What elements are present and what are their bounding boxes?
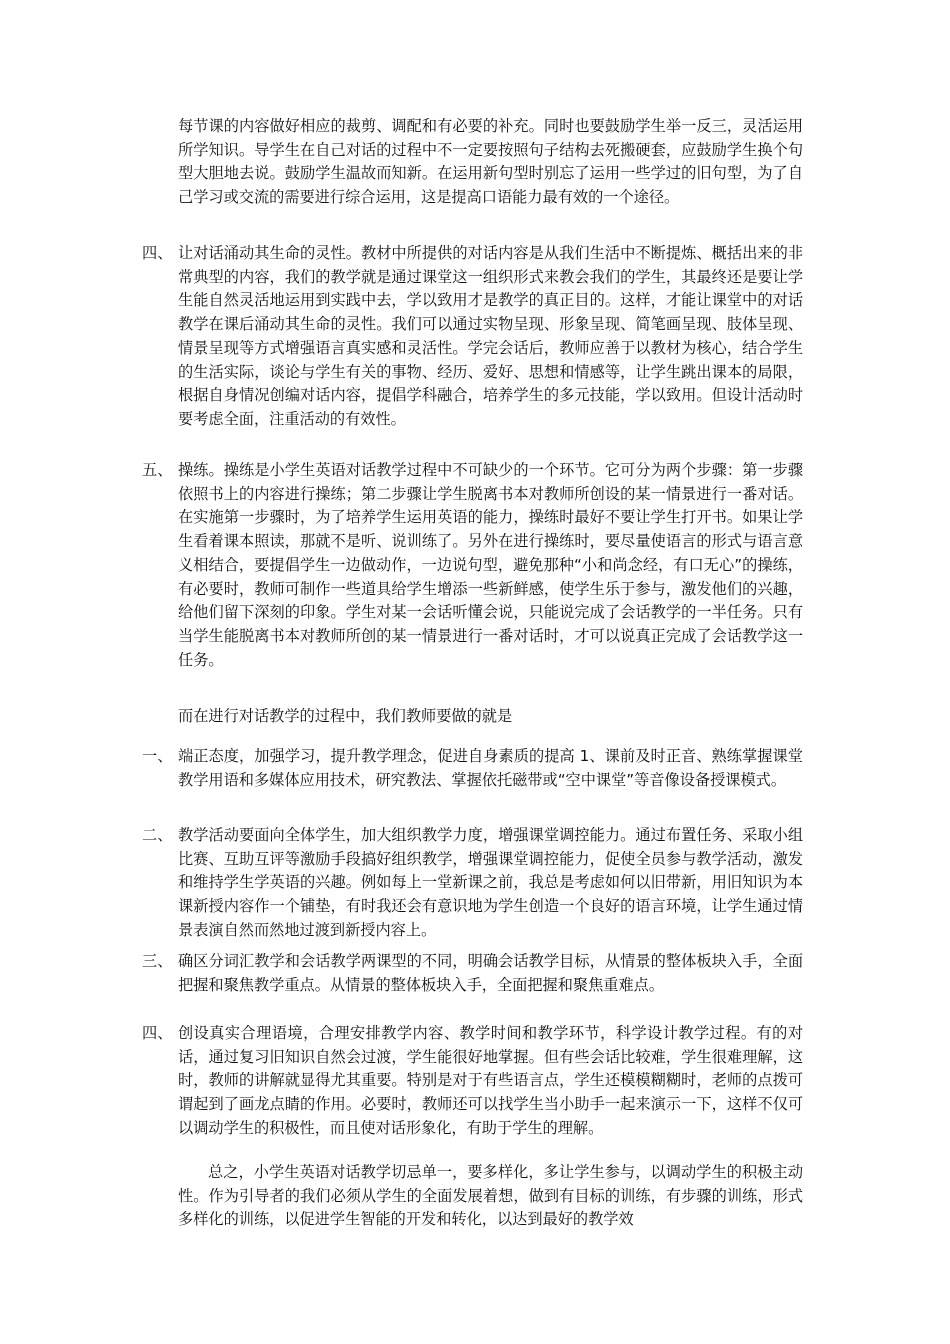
- intro-paragraph: 而在进行对话教学的过程中，我们教师要做的就是: [178, 707, 513, 725]
- list-marker: 三、: [142, 952, 173, 970]
- list-item-b1: [142, 745, 803, 792]
- list-marker: 一、: [142, 747, 173, 765]
- list-marker: 二、: [142, 826, 173, 844]
- list-marker: 四、: [142, 1024, 173, 1042]
- list-item-b2: [142, 824, 803, 943]
- list-item-text: 确区分词汇教学和会话教学两课型的不同，明确会话教学目标，从情景的整体板块入手，全面把握和聚焦教学重点。从情景的整体板块入手，全面把握和聚焦重难点。: [178, 952, 803, 994]
- list-item-a2: [142, 459, 803, 672]
- list-item-b3: [142, 950, 803, 997]
- list-item-text: 操练。操练是小学生英语对话教学过程中不可缺少的一个环节。它可分为两个步骤：第一步骤依照书上的内容进行操练；第二步骤让学生脱离书本对教师所创设的某一情景进行一番对话。在实施第一步骤时，为了培养学生运用英语的能力，操练时最好不要让学生打开书。如果让学生看着课本照读，那就不是听、说训练了。另外在进行操练时，要尽量使语言的形式与语言意义相结合，要提倡学生一边做动作，一边说句型，避免那种“小和尚念经，有口无心”的操练，有必要时，教师可制作一些道具给学生增添一些新鲜感，使学生乐于参与，激发他们的兴趣，给他们留下深刻的印象。学生对某一会话听懂会说，只能说完成了会话教学的一半任务。只有当学生能脱离书本对教师所创的某一情景进行一番对话时，才可以说真正完成了会话教学这一任务。: [178, 461, 803, 669]
- list-item-text: 端正态度，加强学习，提升教学理念，促进自身素质的提高 1、课前及时正音、熟练掌握课堂教学用语和多媒体应用技术，研究教法、掌握依托磁带或“空中课堂”等音像设备授课模式。: [178, 747, 803, 789]
- list-item-b4: [142, 1022, 803, 1141]
- list-marker: 五、: [142, 461, 173, 479]
- list-item-text: 教学活动要面向全体学生，加大组织教学力度，增强课堂调控能力。通过布置任务、采取小组比赛、互助互评等激励手段搞好组织教学，增强课堂调控能力，促使全员参与教学活动，激发和维持学生学英语的兴趣。例如每上一堂新课之前，我总是考虑如何以旧带新，用旧知识为本课新授内容作一个铺垫，有时我还会有意识地为学生创造一个良好的语言环境，让学生通过情景表演自然而然地过渡到新授内容上。: [178, 826, 803, 939]
- list-item-a1: [142, 242, 803, 432]
- list-item-text: 创设真实合理语境，合理安排教学内容、教学时间和教学环节，科学设计教学过程。有的对话，通过复习旧知识自然会过渡，学生能很好地掌握。但有些会话比较难，学生很难理解，这时，教师的讲解就显得尤其重要。特别是对于有些语言点，学生还模模糊糊时，老师的点拨可谓起到了画龙点睛的作用。必要时，教师还可以找学生当小助手一起来演示一下，这样不仅可以调动学生的积极性，而且使对话形象化，有助于学生的理解。: [178, 1024, 803, 1137]
- continuation-paragraph: 每节课的内容做好相应的裁剪、调配和有必要的补充。同时也要鼓励学生举一反三，灵活运用所学知识。导学生在自己对话的过程中不一定要按照句子结构去死搬硬套，应鼓励学生换个句型大胆地去说。鼓励学生温故而知新。在运用新句型时别忘了运用一些学过的旧句型，为了自己学习或交流的需要进行综合运用，这是提高口语能力最有效的一个途径。: [178, 117, 803, 207]
- list-item-text: 让对话涌动其生命的灵性。教材中所提供的对话内容是从我们生活中不断提炼、概括出来的非常典型的内容，我们的教学就是通过课堂这一组织形式来教会我们的学生，其最终还是要让学生能自然灵活地运用到实践中去，学以致用才是教学的真正目的。这样，才能让课堂中的对话教学在课后涌动其生命的灵性。我们可以通过实物呈现、形象呈现、简笔画呈现、肢体呈现、情景呈现等方式增强语言真实感和灵活性。学完会话后，教师应善于以教材为核心，结合学生的生活实际，谈论与学生有关的事物、经历、爱好、思想和情感等，让学生跳出课本的局限，根据自身情况创编对话内容，提倡学科融合，培养学生的多元技能，学以致用。但设计活动时要考虑全面，注重活动的有效性。: [178, 244, 803, 428]
- conclusion-paragraph: 总之，小学生英语对话教学切忌单一，要多样化，多让学生参与，以调动学生的积极主动性。作为引导者的我们必须从学生的全面发展着想，做到有目标的训练，有步骤的训练，形式多样化的训练，以促进学生智能的开发和转化，以达到最好的教学效: [178, 1163, 803, 1229]
- list-marker: 四、: [142, 244, 173, 262]
